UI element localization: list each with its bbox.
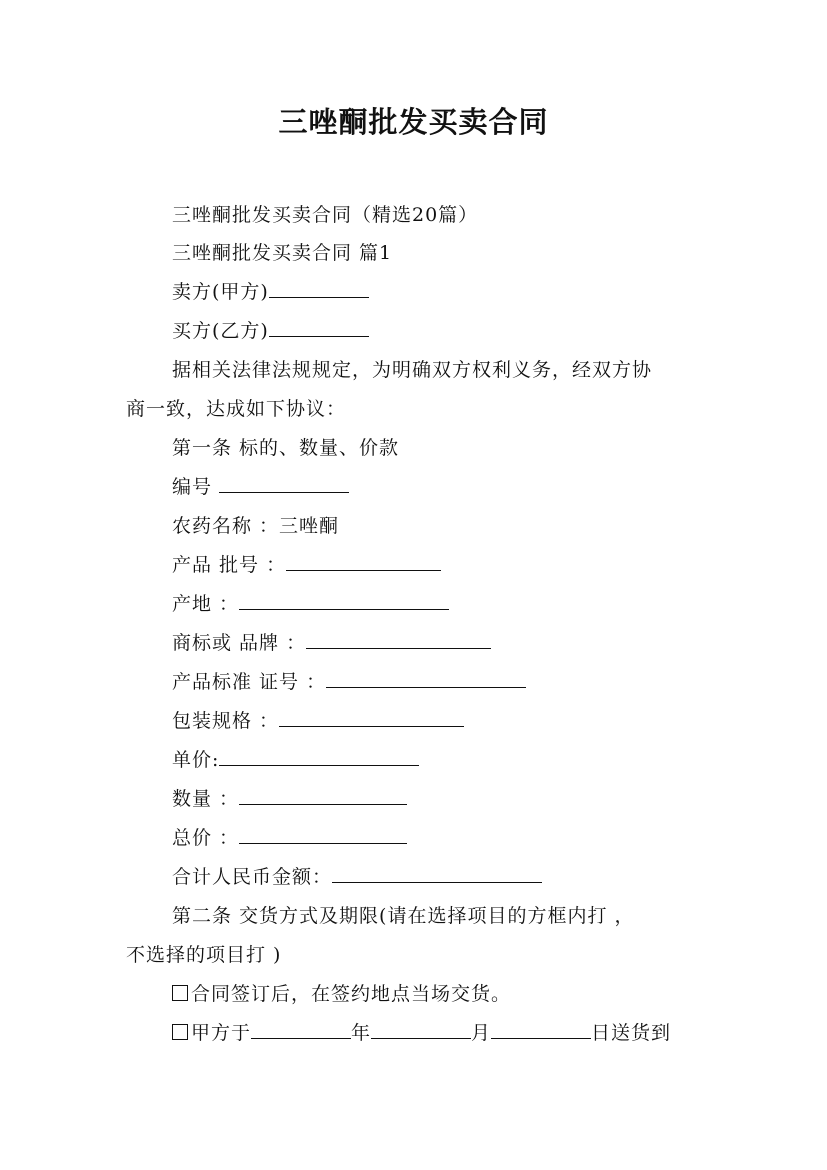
rmb-blank[interactable] bbox=[332, 866, 542, 883]
option-2-text-c: 月 bbox=[471, 1022, 492, 1044]
seller-label: 卖方(甲方) bbox=[172, 281, 269, 303]
month-blank[interactable] bbox=[371, 1022, 471, 1039]
number-blank[interactable] bbox=[219, 476, 349, 493]
origin-field bbox=[172, 589, 449, 616]
article-2-line-1: 第二条 交货方式及期限(请在选择项目的方框内打 ， bbox=[172, 905, 635, 927]
option-2 bbox=[172, 1018, 671, 1045]
total-blank[interactable] bbox=[239, 827, 407, 844]
chapter-heading: 三唑酮批发买卖合同 篇1 bbox=[172, 242, 393, 264]
quantity-blank[interactable] bbox=[239, 788, 407, 805]
article-2-line-2: 不选择的项目打 ) bbox=[126, 944, 282, 966]
day-blank[interactable] bbox=[491, 1022, 591, 1039]
buyer-field bbox=[172, 316, 369, 343]
option-1 bbox=[172, 979, 511, 1006]
price-field bbox=[172, 745, 419, 772]
option-2-text-b: 年 bbox=[351, 1022, 372, 1044]
package-field bbox=[172, 706, 464, 733]
package-blank[interactable] bbox=[279, 710, 464, 727]
origin-blank[interactable] bbox=[239, 593, 449, 610]
year-blank[interactable] bbox=[251, 1022, 351, 1039]
quantity-field bbox=[172, 784, 407, 811]
number-label: 编号 bbox=[172, 476, 213, 498]
origin-label: 产地 ： bbox=[172, 593, 240, 615]
batch-field bbox=[172, 550, 441, 577]
number-field bbox=[172, 472, 349, 499]
total-label: 总价 ： bbox=[172, 827, 240, 849]
standard-field bbox=[172, 667, 526, 694]
seller-blank[interactable] bbox=[269, 281, 369, 298]
seller-field bbox=[172, 277, 369, 304]
intro-line-2: 商一致，达成如下协议： bbox=[126, 398, 347, 420]
price-label: 单价: bbox=[172, 749, 220, 771]
price-blank[interactable] bbox=[219, 749, 419, 766]
intro-line-1: 据相关法律法规规定，为明确双方权利义务，经双方协 bbox=[172, 359, 653, 381]
product-name-line: 农药名称 ：三唑酮 bbox=[172, 515, 340, 537]
rmb-label: 合计人民币金额： bbox=[172, 866, 333, 888]
brand-blank[interactable] bbox=[306, 632, 491, 649]
buyer-label: 买方(乙方) bbox=[172, 320, 269, 342]
option-2-text-d: 日送货到 bbox=[591, 1022, 672, 1044]
document-title: 三唑酮批发买卖合同 bbox=[278, 105, 549, 139]
buyer-blank[interactable] bbox=[269, 320, 369, 337]
article-1-title: 第一条 标的、数量、价款 bbox=[172, 437, 400, 459]
subtitle: 三唑酮批发买卖合同（精选20篇） bbox=[172, 204, 479, 226]
quantity-label: 数量 ： bbox=[172, 788, 240, 810]
package-label: 包装规格 ： bbox=[172, 710, 280, 732]
option-1-checkbox[interactable] bbox=[172, 985, 188, 1001]
option-2-checkbox[interactable] bbox=[172, 1024, 188, 1040]
option-1-text: 合同签订后，在签约地点当场交货。 bbox=[191, 983, 512, 1005]
total-field bbox=[172, 823, 407, 850]
option-2-text-a: 甲方于 bbox=[191, 1022, 252, 1044]
batch-label: 产品 批号 ： bbox=[172, 554, 287, 576]
brand-label: 商标或 品牌 ： bbox=[172, 632, 307, 654]
batch-blank[interactable] bbox=[286, 554, 441, 571]
standard-blank[interactable] bbox=[326, 671, 526, 688]
brand-field bbox=[172, 628, 491, 655]
rmb-field bbox=[172, 862, 542, 889]
standard-label: 产品标准 证号 ： bbox=[172, 671, 327, 693]
